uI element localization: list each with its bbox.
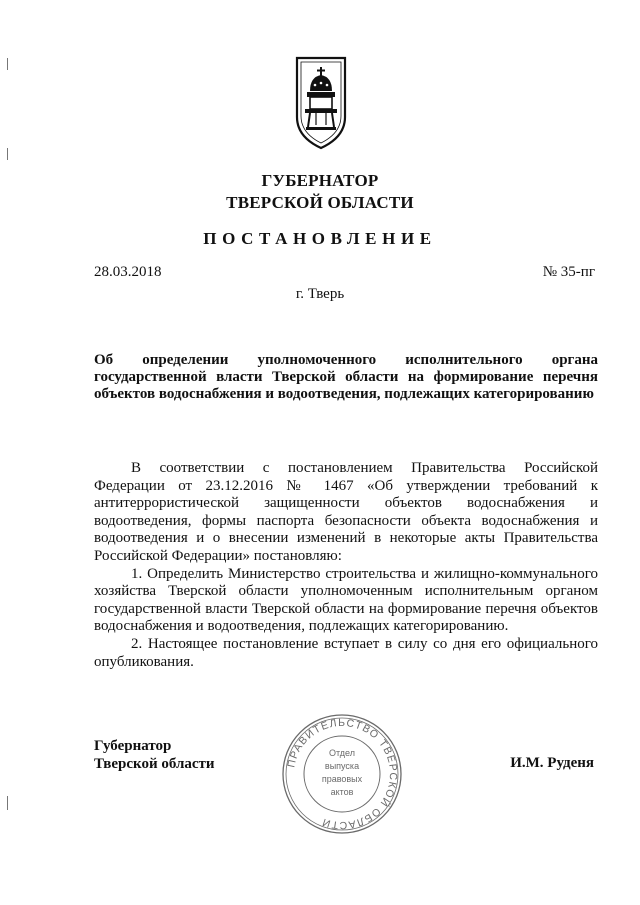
document-city: г. Тверь [295, 286, 345, 302]
clause-1: 1. Определить Министерство строительства и жилищно-коммунального хозяйства Тверской области уполномоченным исполнительным органом государственной власти Тверской области на формирование перечня объектов водоснабжения и водоотведения, подлежащих категорированию. [94, 565, 598, 635]
preamble-paragraph: В соответствии с постановлением Правительства Российской Федерации от 23.12.2016 № 1467 «Об утверждении требований к антитеррористической защищенности объектов водоснабжения и водоотведения, формы паспорта безопасности объекта водоснабжения и водоотведения и о внесении изменений в некоторые акты Правительства Российской Федерации» постановляю: [94, 460, 598, 564]
signatory-name: И.М. Руденя [510, 755, 594, 771]
document-date: 28.03.2018 [94, 264, 162, 280]
document-subject: Об определении уполномоченного исполнительного органа государственной власти Тверской области на формирование перечня объектов водоснабжения и водоотведения, подлежащих категорированию [94, 352, 598, 402]
document-number: № 35-пг [542, 264, 595, 280]
signatory-title-line-1: Губернатор [94, 738, 172, 754]
signatory-title [94, 737, 215, 773]
stamp-line-4: актов [330, 787, 354, 797]
issuing-authority [0, 170, 640, 214]
margin-mark [7, 148, 8, 160]
authority-line-1: ГУБЕРНАТОР [261, 171, 379, 190]
clause-2: 2. Настоящее постановление вступает в силу со дня его официального опубликования. [94, 635, 598, 670]
document-body [94, 460, 598, 671]
coat-of-arms-emblem [294, 55, 348, 151]
stamp-line-3: правовых [321, 774, 363, 784]
stamp-line-1: Отдел [328, 748, 356, 758]
margin-mark [7, 58, 8, 70]
stamp-ring-text: ПРАВИТЕЛЬСТВО ТВЕРСКОЙ ОБЛАСТИ [285, 716, 400, 832]
stamp-line-2: выпуска [324, 761, 360, 771]
signatory-title-line-2: Тверской области [94, 756, 215, 772]
official-stamp [280, 712, 404, 836]
authority-line-2: ТВЕРСКОЙ ОБЛАСТИ [226, 193, 414, 212]
margin-mark [7, 796, 8, 810]
document-type: ПОСТАНОВЛЕНИЕ [203, 229, 437, 248]
